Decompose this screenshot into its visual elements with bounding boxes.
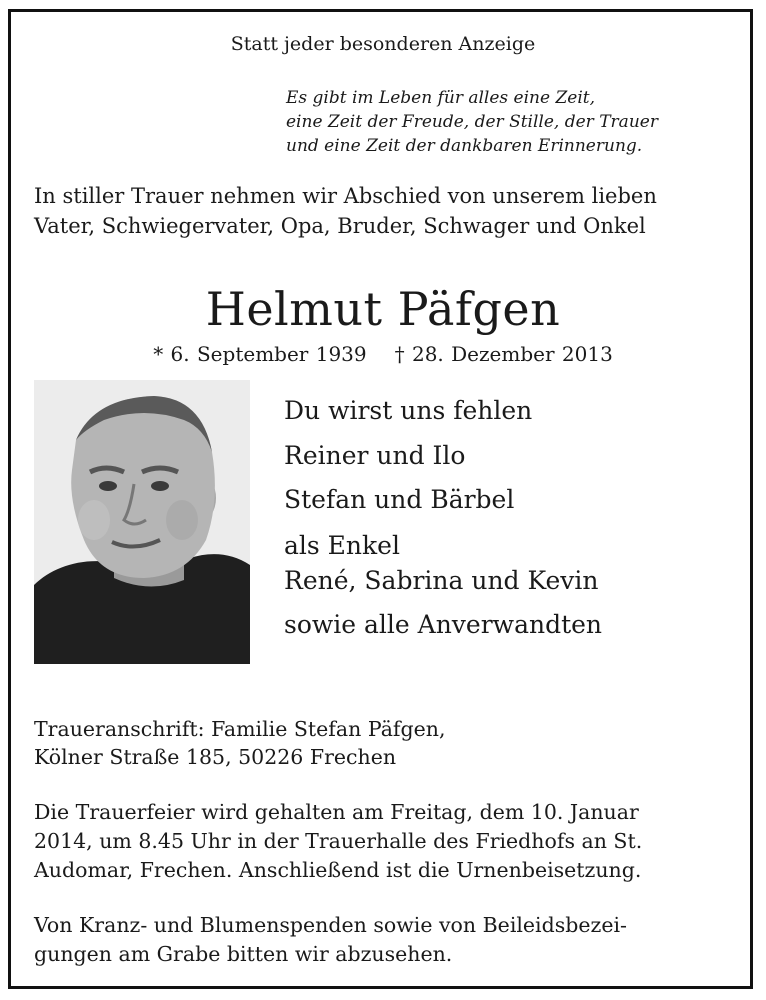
poem-line-1: Es gibt im Leben für alles eine Zeit, — [286, 88, 596, 108]
family-line-1: Du wirst uns fehlen — [284, 396, 533, 425]
portrait-photo-icon — [34, 380, 250, 664]
poem-line-2: eine Zeit der Freude, der Stille, der Trauer — [286, 112, 658, 132]
family-line-6: sowie alle Anverwandten — [284, 610, 603, 639]
family-line-2: Reiner und Ilo — [284, 441, 466, 470]
intro-line-1: In stiller Trauer nehmen wir Abschied von unserem lieben — [34, 184, 657, 208]
family-line-3: Stefan und Bärbel — [284, 485, 515, 514]
poem-line-3: und eine Zeit der dankbaren Erinnerung. — [286, 136, 643, 156]
family-line-4: als Enkel — [284, 531, 400, 560]
address-line-2: Kölner Straße 185, 50226 Frechen — [34, 745, 397, 769]
death-date: † 28. Dezember 2013 — [394, 342, 613, 366]
life-dates — [0, 342, 766, 366]
notice-header: Statt jeder besonderen Anzeige — [230, 33, 536, 55]
address-line-1: Traueranschrift: Familie Stefan Päfgen, — [34, 717, 446, 741]
ceremony-line-2: 2014, um 8.45 Uhr in der Trauerhalle des Friedhofs an St. — [34, 829, 643, 853]
ceremony-line-3: Audomar, Frechen. Anschließend ist die Urnenbeisetzung. — [34, 858, 642, 882]
intro-line-2: Vater, Schwiegervater, Opa, Bruder, Schwager und Onkel — [34, 214, 646, 238]
ceremony-line-1: Die Trauerfeier wird gehalten am Freitag, dem 10. Januar — [34, 800, 639, 824]
flowers-line-1: Von Kranz- und Blumenspenden sowie von Beileidsbezei- — [34, 913, 627, 937]
portrait-photo — [34, 380, 250, 664]
deceased-name: Helmut Päfgen — [205, 282, 561, 336]
birth-date: * 6. September 1939 — [153, 342, 367, 366]
flowers-line-2: gungen am Grabe bitten wir abzusehen. — [34, 942, 453, 966]
family-line-5: René, Sabrina und Kevin — [284, 566, 599, 595]
